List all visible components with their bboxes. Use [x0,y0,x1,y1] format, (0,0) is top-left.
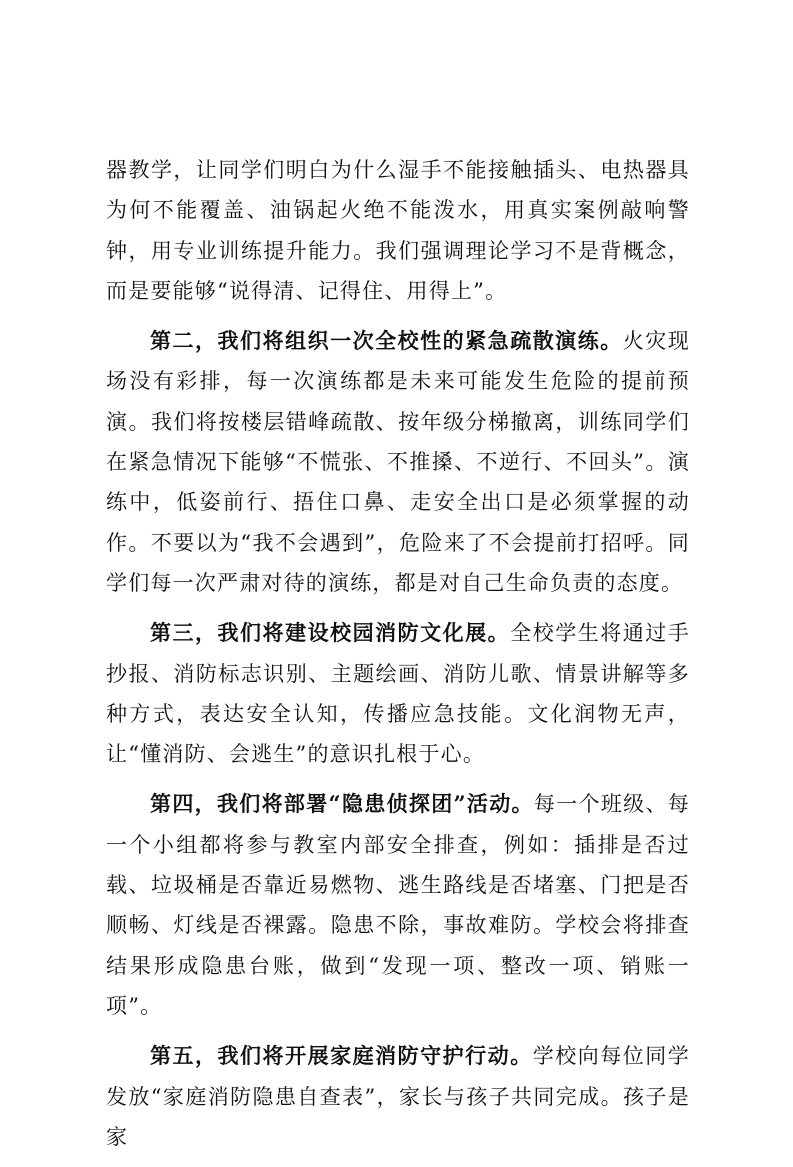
paragraph-text: 每一个班级、每一个小组都将参与教室内部安全排查，例如：插排是否过载、垃圾桶是否靠近易燃物、逃生路线是否堵塞、门把是否顺畅、灯线是否裸露。隐患不除，事故难防。学校会将排查结果形成隐患台账，做到“发现一项、整改一项、销账一项”。 [106,792,690,1018]
paragraph-point-two [106,321,690,603]
paragraph-text: 学校向每位同学发放“家庭消防隐患自查表”，家长与孩子共同完成。孩子是家 [106,1044,690,1149]
paragraph-lead: 第五，我们将开展家庭消防守护行动。 [150,1043,533,1069]
paragraph-text: 全校学生将通过手抄报、消防标志识别、主题绘画、消防儿歌、情景讲解等多种方式，表达安全认知，传播应急技能。文化润物无声，让“懂消防、会逃生”的意识扎根于心。 [106,621,690,767]
body-text [106,150,690,1167]
paragraph-point-four [106,784,690,1026]
paragraph-point-three [106,613,690,774]
paragraph-text: 火灾现场没有彩排，每一次演练都是未来可能发生危险的提前预演。我们将按楼层错峰疏散、按年级分梯撤离，训练同学们在紧急情况下能够“不慌张、不推搡、不逆行、不回头”。演练中，低姿前行、捂住口鼻、走安全出口是必须掌握的动作。不要以为“我不会遇到”，危险来了不会提前打招呼。同学们每一次严肃对待的演练，都是对自己生命负责的态度。 [106,329,690,595]
paragraph-point-five [106,1036,690,1157]
paragraph-lead: 第四，我们将部署“隐患侦探团”活动。 [150,791,534,817]
paragraph-lead: 第二，我们将组织一次全校性的紧急疏散演练。 [150,328,623,354]
paragraph-intro-continuation [106,150,690,311]
paragraph-lead: 第三，我们将建设校园消防文化展。 [150,620,511,646]
paragraph-text: 器教学，让同学们明白为什么湿手不能接触插头、电热器具为何不能覆盖、油锅起火绝不能泼水，用真实案例敲响警钟，用专业训练提升能力。我们强调理论学习不是背概念，而是要能够“说得清、记得住、用得上”。 [106,158,690,303]
